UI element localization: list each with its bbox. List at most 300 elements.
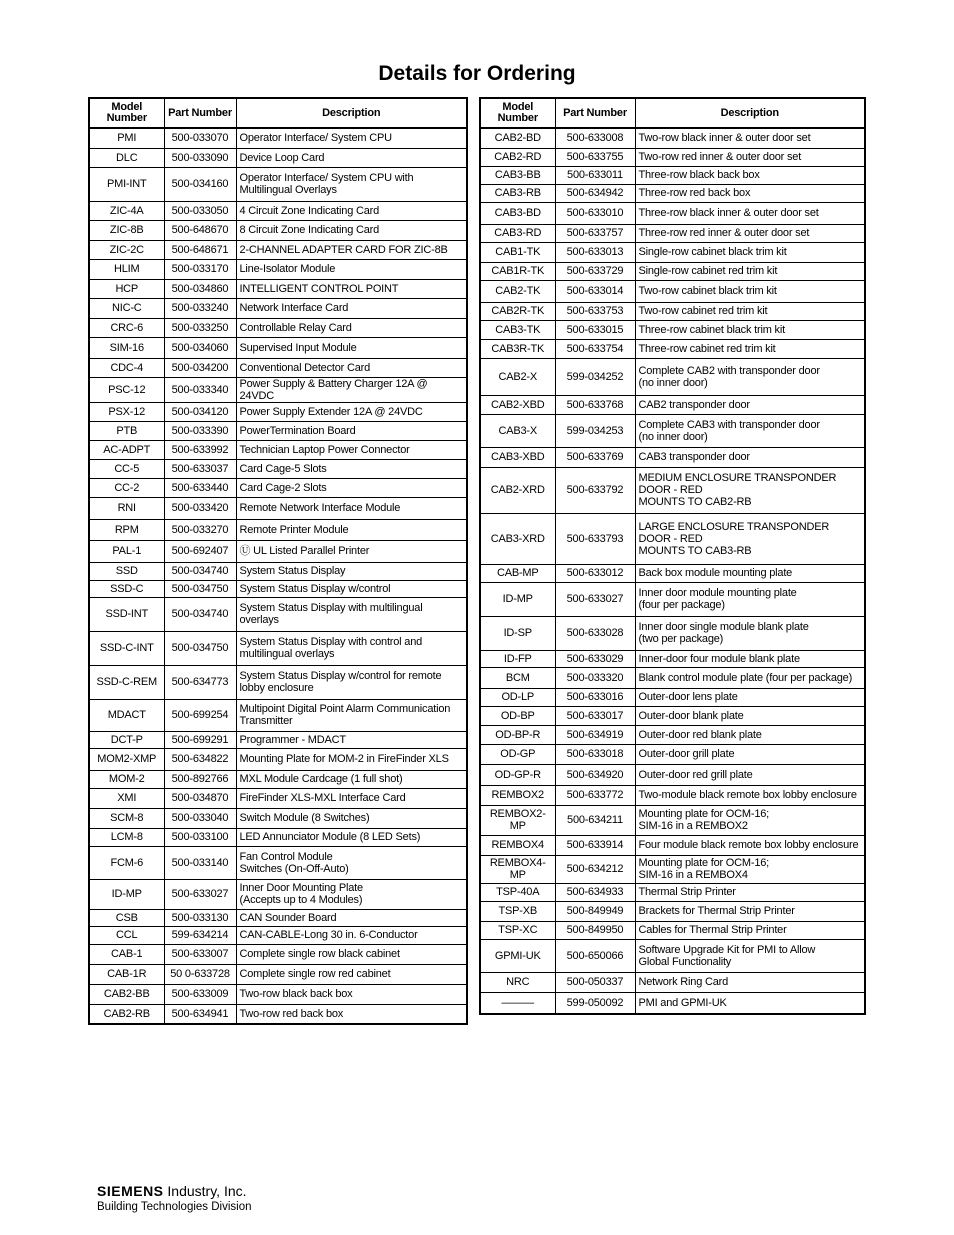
table-row [480, 688, 865, 706]
description-cell: Programmer - MDACT [236, 731, 467, 748]
page-title: Details for Ordering [378, 62, 576, 85]
model-number-cell: CAB2-TK [480, 280, 555, 302]
description-cell: Operator Interface/ System CPU [236, 128, 467, 148]
model-number-cell: ID-FP [480, 650, 555, 667]
part-number-cell: 500-633017 [555, 706, 635, 725]
model-number-cell: TSP-XC [480, 921, 555, 939]
model-number-cell: ID-MP [89, 879, 164, 909]
table-row [89, 440, 467, 459]
model-number-cell: TSP-XB [480, 901, 555, 921]
part-number-cell: 500-633914 [555, 835, 635, 855]
part-number-cell: 500-034750 [164, 631, 236, 665]
model-number-cell: CAB2-XRD [480, 467, 555, 513]
part-number-cell: 500-633015 [555, 320, 635, 339]
model-number-cell: BCM [480, 667, 555, 688]
part-number-cell: 500-633037 [164, 459, 236, 478]
part-number-cell: 500-633008 [555, 128, 635, 148]
table-row [480, 667, 865, 688]
part-number-cell: 500-633772 [555, 785, 635, 805]
model-number-cell: ZIC-2C [89, 240, 164, 259]
table-row [480, 242, 865, 262]
table-row [480, 650, 865, 667]
table-row [89, 846, 467, 879]
description-cell: Two-row black back box [236, 984, 467, 1004]
part-number-cell: 500-633753 [555, 302, 635, 320]
part-number-cell: 500-692407 [164, 540, 236, 562]
description-cell: MEDIUM ENCLOSURE TRANSPONDER DOOR - RED MOUNTS TO CAB2-RB [635, 467, 865, 513]
description-cell: Power Supply & Battery Charger 12A @ 24VDC [236, 377, 467, 402]
table-row [89, 201, 467, 220]
footer-division: Building Technologies Division [97, 1201, 252, 1213]
description-cell: Three-row cabinet red trim kit [635, 339, 865, 358]
model-number-cell: CAB1-TK [480, 242, 555, 262]
description-cell: System Status Display with control and multilingual overlays [236, 631, 467, 665]
part-number-cell: 500-033170 [164, 259, 236, 279]
description-cell: Two-module black remote box lobby enclosure [635, 785, 865, 805]
description-cell: Mounting plate for OCM-16; SIM-16 in a REMBOX4 [635, 855, 865, 883]
model-number-cell: CAB3-TK [480, 320, 555, 339]
table-row [89, 731, 467, 748]
model-number-cell: OD-LP [480, 688, 555, 706]
description-cell: Line-Isolator Module [236, 259, 467, 279]
model-number-cell: REMBOX4-MP [480, 855, 555, 883]
description-cell: Network Interface Card [236, 298, 467, 318]
description-cell: Controllable Relay Card [236, 318, 467, 337]
description-cell: CAN-CABLE-Long 30 in. 6-Conductor [236, 926, 467, 944]
company-name: Industry, Inc. [167, 1183, 247, 1199]
model-number-cell: CAB-1R [89, 964, 164, 984]
part-number-cell: 500-849949 [555, 901, 635, 921]
table-row [480, 835, 865, 855]
part-number-cell: 500-634941 [164, 1004, 236, 1024]
table-row [480, 447, 865, 467]
model-number-cell: PMI-INT [89, 167, 164, 201]
description-cell: Complete CAB3 with transponder door (no inner door) [635, 414, 865, 447]
model-number-cell: CAB2-BB [89, 984, 164, 1004]
description-cell: INTELLIGENT CONTROL POINT [236, 279, 467, 298]
table-row [89, 879, 467, 909]
description-cell: Device Loop Card [236, 148, 467, 167]
model-number-cell: NIC-C [89, 298, 164, 318]
model-number-cell: DCT-P [89, 731, 164, 748]
table-row [480, 128, 865, 148]
part-number-cell: 599-034253 [555, 414, 635, 447]
description-cell: Fan Control Module Switches (On-Off-Auto) [236, 846, 467, 879]
part-number-cell: 500-650066 [555, 939, 635, 972]
model-number-cell: CCL [89, 926, 164, 944]
model-number-cell: CAB2-X [480, 358, 555, 395]
description-cell: PowerTermination Board [236, 421, 467, 440]
table-row [89, 770, 467, 788]
part-number-cell: 500-634919 [555, 725, 635, 744]
table-row [89, 788, 467, 808]
description-cell: Two-row cabinet black trim kit [635, 280, 865, 302]
part-number-cell: 599-634214 [164, 926, 236, 944]
table-row [480, 785, 865, 805]
description-cell: Blank control module plate (four per package) [635, 667, 865, 688]
table-row [480, 616, 865, 650]
part-number-cell: 500-648671 [164, 240, 236, 259]
table-row [480, 358, 865, 395]
table-row [480, 805, 865, 835]
table-row [480, 202, 865, 224]
table-row [480, 513, 865, 564]
part-number-cell: 500-033250 [164, 318, 236, 337]
model-number-cell: MOM-2 [89, 770, 164, 788]
table-row [480, 972, 865, 992]
part-number-cell: 500-634773 [164, 665, 236, 699]
part-number-cell: 500-633007 [164, 944, 236, 964]
model-number-cell: TSP-40A [480, 883, 555, 901]
description-cell: Complete single row red cabinet [236, 964, 467, 984]
part-number-cell: 500-050337 [555, 972, 635, 992]
table-row [480, 280, 865, 302]
description-cell: Card Cage-5 Slots [236, 459, 467, 478]
part-number-cell: 500-633013 [555, 242, 635, 262]
header-model-number: Model Number [480, 98, 555, 128]
part-number-cell: 500-034860 [164, 279, 236, 298]
ordering-table-left [88, 97, 468, 1025]
description-cell: MXL Module Cardcage (1 full shot) [236, 770, 467, 788]
part-number-cell: 500-634211 [555, 805, 635, 835]
model-number-cell: REMBOX4 [480, 835, 555, 855]
part-number-cell: 500-034750 [164, 580, 236, 597]
description-cell: Four module black remote box lobby enclosure [635, 835, 865, 855]
model-number-cell: CAB-1 [89, 944, 164, 964]
description-cell: Outer-door red blank plate [635, 725, 865, 744]
table-row [480, 725, 865, 744]
table-row [89, 358, 467, 377]
table-row [89, 298, 467, 318]
part-number-cell: 500-633029 [555, 650, 635, 667]
description-cell: Outer-door red grill plate [635, 764, 865, 785]
model-number-cell: PMI [89, 128, 164, 148]
table-row [480, 262, 865, 280]
description-cell: Outer-door lens plate [635, 688, 865, 706]
table-row [480, 855, 865, 883]
table-row [89, 240, 467, 259]
model-number-cell: ——— [480, 992, 555, 1014]
part-number-cell: 500-633027 [555, 582, 635, 616]
description-cell: LARGE ENCLOSURE TRANSPONDER DOOR - RED MOUNTS TO CAB3-RB [635, 513, 865, 564]
description-cell: Single-row cabinet black trim kit [635, 242, 865, 262]
part-number-cell: 500-033270 [164, 519, 236, 540]
part-number-cell: 500-033070 [164, 128, 236, 148]
table-row [480, 764, 865, 785]
model-number-cell: SSD-C [89, 580, 164, 597]
model-number-cell: CAB3-RB [480, 184, 555, 202]
part-number-cell: 500-033090 [164, 148, 236, 167]
description-cell: Supervised Input Module [236, 337, 467, 358]
model-number-cell: CAB1R-TK [480, 262, 555, 280]
part-number-cell: 500-634920 [555, 764, 635, 785]
description-cell: Two-row red back box [236, 1004, 467, 1024]
description-cell: CAB3 transponder door [635, 447, 865, 467]
table-row [89, 279, 467, 298]
table-row [89, 220, 467, 240]
model-number-cell: CDC-4 [89, 358, 164, 377]
table-row [480, 939, 865, 972]
description-cell: Three-row cabinet black trim kit [635, 320, 865, 339]
description-cell: Multipoint Digital Point Alarm Communication Transmitter [236, 699, 467, 731]
part-number-cell: 500-034740 [164, 562, 236, 580]
part-number-cell: 500-699291 [164, 731, 236, 748]
part-number-cell: 500-849950 [555, 921, 635, 939]
description-cell: System Status Display [236, 562, 467, 580]
model-number-cell: CAB-MP [480, 564, 555, 582]
model-number-cell: MDACT [89, 699, 164, 731]
model-number-cell: RPM [89, 519, 164, 540]
description-cell: System Status Display with multilingual overlays [236, 597, 467, 631]
table-row [89, 748, 467, 770]
table-row [480, 992, 865, 1014]
footer-company [97, 1183, 247, 1199]
table-row [480, 302, 865, 320]
part-number-cell: 500-633769 [555, 447, 635, 467]
model-number-cell: SSD-C-REM [89, 665, 164, 699]
table-row [89, 597, 467, 631]
model-number-cell: ZIC-4A [89, 201, 164, 220]
description-cell: Inner-door four module blank plate [635, 650, 865, 667]
table-row [89, 478, 467, 497]
model-number-cell: OD-GP-R [480, 764, 555, 785]
part-number-cell: 500-633011 [555, 166, 635, 184]
description-cell: Inner Door Mounting Plate (Accepts up to 4 Modules) [236, 879, 467, 909]
header-description: Description [635, 98, 865, 128]
part-number-cell: 500-033040 [164, 808, 236, 828]
part-number-cell: 500-033050 [164, 201, 236, 220]
description-cell: Brackets for Thermal Strip Printer [635, 901, 865, 921]
table-row [480, 901, 865, 921]
description-cell: System Status Display w/control [236, 580, 467, 597]
model-number-cell: CAB2-RB [89, 1004, 164, 1024]
model-number-cell: CAB3-XRD [480, 513, 555, 564]
description-cell: 8 Circuit Zone Indicating Card [236, 220, 467, 240]
part-number-cell: 50 0-633728 [164, 964, 236, 984]
description-cell: Three-row black inner & outer door set [635, 202, 865, 224]
table-row [89, 459, 467, 478]
table-row [89, 984, 467, 1004]
description-cell: Operator Interface/ System CPU with Multilingual Overlays [236, 167, 467, 201]
description-cell: Back box module mounting plate [635, 564, 865, 582]
part-number-cell: 500-634212 [555, 855, 635, 883]
model-number-cell: DLC [89, 148, 164, 167]
model-number-cell: CAB3-BB [480, 166, 555, 184]
part-number-cell: 599-034252 [555, 358, 635, 395]
part-number-cell: 500-033320 [555, 667, 635, 688]
part-number-cell: 500-633754 [555, 339, 635, 358]
model-number-cell: CAB3-X [480, 414, 555, 447]
part-number-cell: 500-033100 [164, 828, 236, 846]
model-number-cell: CC-2 [89, 478, 164, 497]
part-number-cell: 500-699254 [164, 699, 236, 731]
model-number-cell: LCM-8 [89, 828, 164, 846]
description-cell: Conventional Detector Card [236, 358, 467, 377]
description-cell: Complete single row black cabinet [236, 944, 467, 964]
table-row [89, 318, 467, 337]
part-number-cell: 500-033140 [164, 846, 236, 879]
part-number-cell: 500-033240 [164, 298, 236, 318]
description-cell: Remote Printer Module [236, 519, 467, 540]
description-cell: Complete CAB2 with transponder door (no inner door) [635, 358, 865, 395]
description-cell: Two-row cabinet red trim kit [635, 302, 865, 320]
siemens-logo: SIEMENS [97, 1183, 164, 1199]
model-number-cell: HCP [89, 279, 164, 298]
table-row [89, 665, 467, 699]
table-row [89, 964, 467, 984]
model-number-cell: OD-BP-R [480, 725, 555, 744]
header-part-number: Part Number [164, 98, 236, 128]
table-row [89, 926, 467, 944]
model-number-cell: CAB2-RD [480, 148, 555, 166]
header-part-number: Part Number [555, 98, 635, 128]
model-number-cell: CRC-6 [89, 318, 164, 337]
table-row [89, 497, 467, 519]
description-cell: Outer-door blank plate [635, 706, 865, 725]
model-number-cell: CC-5 [89, 459, 164, 478]
table-row [480, 224, 865, 242]
description-cell: 2-CHANNEL ADAPTER CARD FOR ZIC-8B [236, 240, 467, 259]
part-number-cell: 500-633027 [164, 879, 236, 909]
part-number-cell: 500-648670 [164, 220, 236, 240]
table-row [89, 402, 467, 421]
description-cell: Three-row black back box [635, 166, 865, 184]
part-number-cell: 500-633992 [164, 440, 236, 459]
part-number-cell: 500-634933 [555, 883, 635, 901]
table-row [89, 540, 467, 562]
model-number-cell: CSB [89, 909, 164, 926]
table-row [480, 414, 865, 447]
table-row [89, 128, 467, 148]
part-number-cell: 500-633009 [164, 984, 236, 1004]
part-number-cell: 599-050092 [555, 992, 635, 1014]
part-number-cell: 500-633792 [555, 467, 635, 513]
description-cell: System Status Display w/control for remote lobby enclosure [236, 665, 467, 699]
table-row [89, 519, 467, 540]
description-cell: Inner door single module blank plate (two per package) [635, 616, 865, 650]
table-row [89, 377, 467, 402]
table-row [89, 631, 467, 665]
description-cell: Single-row cabinet red trim kit [635, 262, 865, 280]
part-number-cell: 500-033420 [164, 497, 236, 519]
table-row [480, 582, 865, 616]
description-cell: Two-row black inner & outer door set [635, 128, 865, 148]
part-number-cell: 500-633018 [555, 744, 635, 764]
description-cell: Thermal Strip Printer [635, 883, 865, 901]
description-cell: Switch Module (8 Switches) [236, 808, 467, 828]
table-row [480, 320, 865, 339]
model-number-cell: ZIC-8B [89, 220, 164, 240]
description-cell: Outer-door grill plate [635, 744, 865, 764]
model-number-cell: PSC-12 [89, 377, 164, 402]
model-number-cell: FCM-6 [89, 846, 164, 879]
description-cell: Mounting Plate for MOM-2 in FireFinder XLS [236, 748, 467, 770]
part-number-cell: 500-034160 [164, 167, 236, 201]
description-cell: FireFinder XLS-MXL Interface Card [236, 788, 467, 808]
description-cell: CAB2 transponder door [635, 395, 865, 414]
part-number-cell: 500-634822 [164, 748, 236, 770]
part-number-cell: 500-633014 [555, 280, 635, 302]
model-number-cell: MOM2-XMP [89, 748, 164, 770]
model-number-cell: GPMI-UK [480, 939, 555, 972]
description-cell: 4 Circuit Zone Indicating Card [236, 201, 467, 220]
model-number-cell: SSD-C-INT [89, 631, 164, 665]
description-cell: Mounting plate for OCM-16; SIM-16 in a REMBOX2 [635, 805, 865, 835]
part-number-cell: 500-633028 [555, 616, 635, 650]
description-cell: LED Annunciator Module (8 LED Sets) [236, 828, 467, 846]
part-number-cell: 500-633010 [555, 202, 635, 224]
table-row [89, 944, 467, 964]
part-number-cell: 500-633440 [164, 478, 236, 497]
model-number-cell: CAB2R-TK [480, 302, 555, 320]
description-cell: Remote Network Interface Module [236, 497, 467, 519]
ordering-table-right [479, 97, 866, 1015]
model-number-cell: PAL-1 [89, 540, 164, 562]
part-number-cell: 500-634942 [555, 184, 635, 202]
table-row [480, 166, 865, 184]
table-row [480, 564, 865, 582]
table-row [89, 909, 467, 926]
model-number-cell: RNI [89, 497, 164, 519]
part-number-cell: 500-633768 [555, 395, 635, 414]
part-number-cell: 500-633729 [555, 262, 635, 280]
part-number-cell: 500-633755 [555, 148, 635, 166]
description-cell: Card Cage-2 Slots [236, 478, 467, 497]
description-cell: Two-row red inner & outer door set [635, 148, 865, 166]
table-row [480, 744, 865, 764]
description-cell: Power Supply Extender 12A @ 24VDC [236, 402, 467, 421]
table-row [89, 699, 467, 731]
part-number-cell: 500-633793 [555, 513, 635, 564]
part-number-cell: 500-633757 [555, 224, 635, 242]
header-description: Description [236, 98, 467, 128]
table-row [480, 339, 865, 358]
description-cell: Cables for Thermal Strip Printer [635, 921, 865, 939]
part-number-cell: 500-034120 [164, 402, 236, 421]
table-row [480, 184, 865, 202]
model-number-cell: REMBOX2-MP [480, 805, 555, 835]
part-number-cell: 500-034060 [164, 337, 236, 358]
table-row [89, 259, 467, 279]
model-number-cell: CAB3-RD [480, 224, 555, 242]
model-number-cell: PSX-12 [89, 402, 164, 421]
model-number-cell: HLIM [89, 259, 164, 279]
part-number-cell: 500-633012 [555, 564, 635, 582]
model-number-cell: OD-BP [480, 706, 555, 725]
table-row [480, 467, 865, 513]
model-number-cell: ID-SP [480, 616, 555, 650]
description-cell: PMI and GPMI-UK [635, 992, 865, 1014]
table-row [89, 828, 467, 846]
model-number-cell: SSD-INT [89, 597, 164, 631]
description-cell: Three-row red back box [635, 184, 865, 202]
part-number-cell: 500-034870 [164, 788, 236, 808]
model-number-cell: CAB3-XBD [480, 447, 555, 467]
table-row [480, 883, 865, 901]
description-cell: Software Upgrade Kit for PMI to Allow Global Functionality [635, 939, 865, 972]
part-number-cell: 500-033130 [164, 909, 236, 926]
part-number-cell: 500-033340 [164, 377, 236, 402]
part-number-cell: 500-633016 [555, 688, 635, 706]
model-number-cell: SIM-16 [89, 337, 164, 358]
model-number-cell: XMI [89, 788, 164, 808]
description-cell: Inner door module mounting plate (four per package) [635, 582, 865, 616]
part-number-cell: 500-034200 [164, 358, 236, 377]
table-row [89, 1004, 467, 1024]
model-number-cell: CAB3R-TK [480, 339, 555, 358]
part-number-cell: 500-033390 [164, 421, 236, 440]
model-number-cell: ID-MP [480, 582, 555, 616]
